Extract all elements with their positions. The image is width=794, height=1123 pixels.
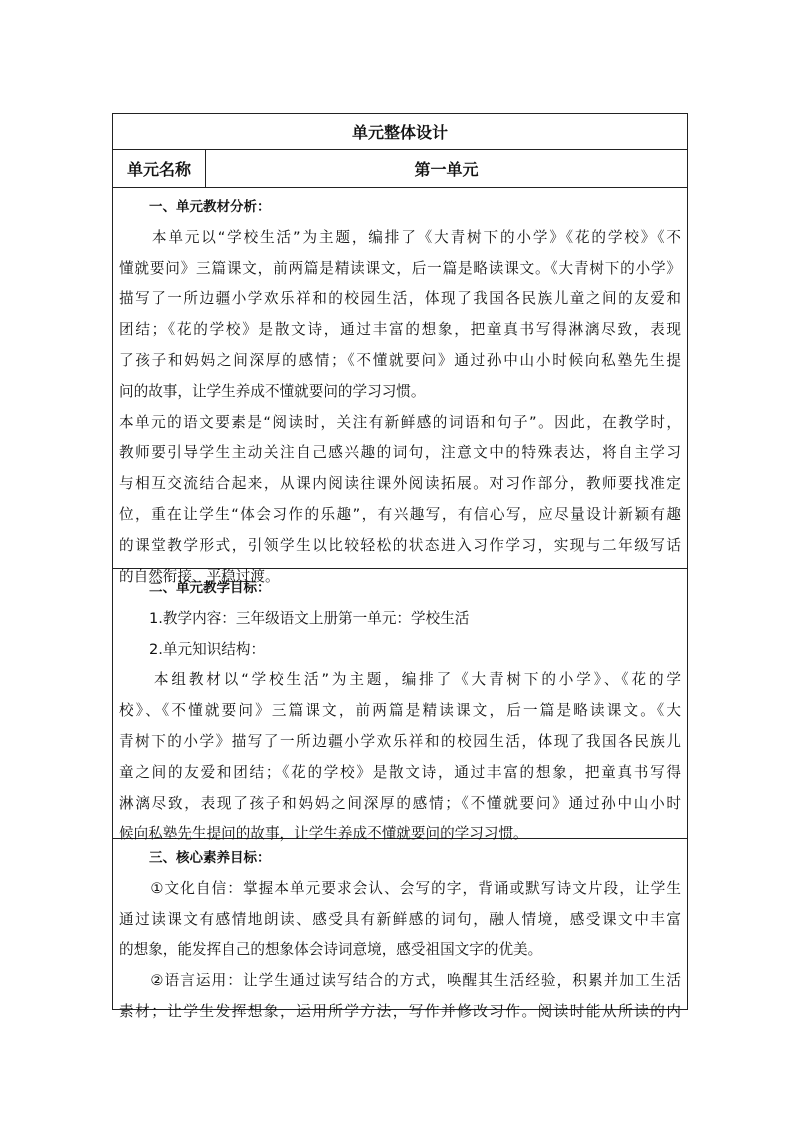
paragraph-line: 候向私塾先生提问的故事，让学生养成不懂就要问的学习习惯。 [119,825,528,843]
unit-name-label: 单元名称 [113,150,206,187]
paragraph-line: 1.教学内容：三年级语文上册第一单元：学校生活 [149,609,470,627]
paragraph-line: 通过读课文有感情地朗读、感受具有新鲜感的词句，融人情境，感受课文中丰富 [119,910,681,928]
paragraph-line: 教师要引导学生主动关注自己感兴趣的词句，注意文中的特殊表达，将自主学习 [119,444,681,462]
paragraph-line: 懂就要问》三篇课文，前两篇是精读课文，后一篇是略读课文。《大青树下的小学》 [119,259,681,277]
paragraph-line: 的课堂教学形式，引领学生以比较轻松的状态进入习作学习，实现与二年级写话 [119,536,681,554]
section-material-analysis [113,188,687,585]
paragraph-line: 了孩子和妈妈之间深厚的感情；《不懂就要问》通过孙中山小时候向私塾先生提 [119,351,681,369]
paragraph-line: 本组教材以“学校生活”为主题，编排了《大青树下的小学》、《花的学 [119,671,681,689]
paragraph-line: 位，重在让学生“体会习作的乐趣”，有兴趣写，有信心写，应尽量设计新颖有趣 [119,505,681,523]
paragraph-line: 描写了一所边疆小学欢乐祥和的校园生活，体现了我国各民族儿童之间的友爱和 [119,290,681,308]
paragraph-line: 团结；《花的学校》是散文诗，通过丰富的想象，把童真书写得淋漓尽致，表现 [119,321,681,339]
paragraph-line: 本单元以“学校生活”为主题，编排了《大青树下的小学》《花的学校》《不 [119,228,681,246]
paragraph-line: ②语言运用：让学生通过读写结合的方式，唤醒其生活经验，积累并加工生活 [119,972,681,990]
table-title: 单元整体设计 [113,114,687,150]
section-core-literacy-goals [113,839,687,1020]
section-heading: 一、单元教材分析： [149,199,271,215]
unit-design-table [112,113,688,1020]
paragraph-line: 童之间的友爱和团结；《花的学校》是散文诗，通过丰富的想象，把童真书写得 [119,763,681,781]
paragraph-line: 本单元的语文要素是“阅读时，关注有新鲜感的词语和句子”。因此，在教学时， [119,413,681,431]
paragraph-line: 问的故事，让学生养成不懂就要问的学习习惯。 [119,382,426,400]
paragraph-line: 2.单元知识结构： [149,640,266,658]
paragraph-line: 淋漓尽致，表现了孩子和妈妈之间深厚的感情；《不懂就要问》通过孙中山小时 [119,794,681,812]
paragraph-line: ①文化自信：掌握本单元要求会认、会写的字，背诵或默写诗文片段，让学生 [119,879,681,897]
paragraph-line: 的想象，能发挥自己的想象体会诗词意境，感受祖国文字的优美。 [119,941,543,959]
paragraph-line: 校》、《不懂就要问》三篇课文，前两篇是精读课文，后一篇是略读课文。《大 [119,702,681,720]
paragraph-line: 青树下的小学》描写了一所边疆小学欢乐祥和的校园生活，体现了我国各民族儿 [119,732,681,750]
unit-name-row [113,150,687,188]
paragraph-line: 与相互交流结合起来，从课内阅读往课外阅读拓展。对习作部分，教师要找准定 [119,475,681,493]
section-heading: 三、核心素养目标： [149,850,271,866]
section-teaching-goals [113,569,687,843]
paragraph-line: 的自然衔接、平稳过渡。 [119,567,280,585]
section-heading: 二、单元教学目标： [149,580,271,596]
paragraph-line: 素材；让学生发挥想象，运用所学方法，写作并修改习作。阅读时能从所读的内 [119,1002,681,1020]
unit-name-value: 第一单元 [414,160,479,179]
